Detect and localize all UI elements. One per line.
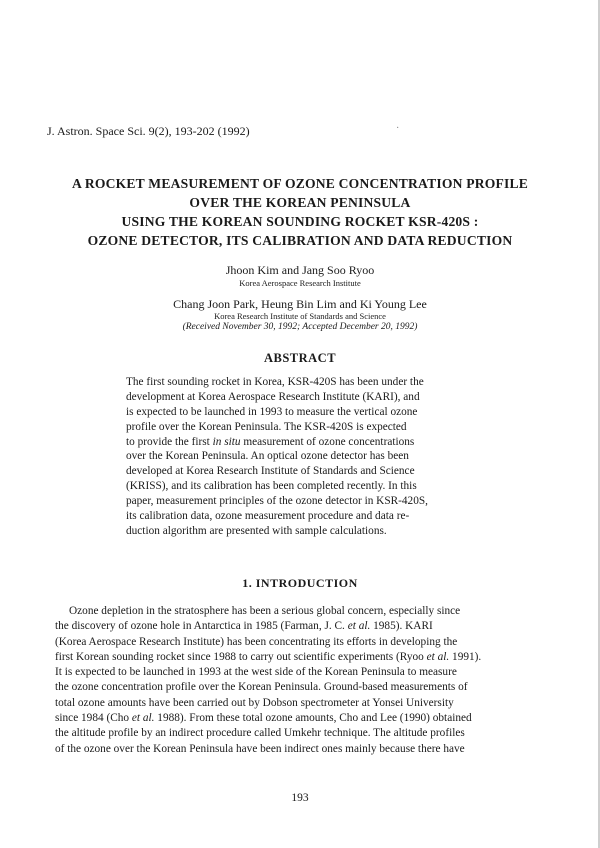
body-line: total ozone amounts have been carried out by Dobson spectrometer at Yonsei University <box>55 696 454 709</box>
abstract-heading: ABSTRACT <box>263 351 337 365</box>
body-line: the ozone concentration profile over the Korean Peninsula. Ground-based measurements of <box>55 681 468 694</box>
abstract-text <box>126 375 471 539</box>
abstract-line: developed at Korea Research Institute of Standards and Science <box>126 465 415 478</box>
body-line: since 1984 (Cho et al. 1988). From these total ozone amounts, Cho and Lee (1990) obtained <box>55 712 472 725</box>
introduction-text <box>55 604 543 757</box>
page-number: 193 <box>291 792 309 804</box>
abstract-line: paper, measurement principles of the ozone detector in KSR-420S, <box>126 495 428 508</box>
body-line: the altitude profile by an indirect procedure called Umkehr technique. The altitude profiles <box>55 727 465 740</box>
abstract-line: over the Korean Peninsula. An optical ozone detector has been <box>126 450 409 463</box>
abstract-line: development at Korea Aerospace Research Institute (KARI), and <box>126 390 420 403</box>
authors-group-1: Jhoon Kim and Jang Soo Ryoo <box>225 263 375 277</box>
abstract-line: its calibration data, ozone measurement procedure and data re- <box>126 510 410 523</box>
abstract-line: The first sounding rocket in Korea, KSR-420S has been under the <box>126 376 424 388</box>
body-line: the discovery of ozone hole in Antarctica in 1985 (Farman, J. C. et al. 1985). KARI <box>55 620 433 633</box>
abstract-line: to provide the first in situ measurement of ozone concentrations <box>126 435 415 448</box>
body-line: Ozone depletion in the stratosphere has been a serious global concern, especially since <box>69 605 461 617</box>
body-line: of the ozone over the Korean Peninsula have been indirect ones mainly because there have <box>55 742 465 755</box>
margin-mark: · <box>396 123 400 134</box>
abstract-line: duction algorithm are presented with sample calculations. <box>126 524 387 537</box>
section-heading: 1. INTRODUCTION <box>242 576 358 590</box>
body-line: It is expected to be launched in 1993 at the west side of the Korean Peninsula to measure <box>55 666 457 679</box>
body-line: first Korean sounding rocket since 1988 to carry out scientific experiments (Ryoo et al. 1991). <box>55 650 482 663</box>
affiliation-2: Korea Research Institute of Standards and Science <box>214 311 386 321</box>
authors-group-2: Chang Joon Park, Heung Bin Lim and Ki Young Lee <box>173 297 427 311</box>
received-dates: (Received November 30, 1992; Accepted December 20, 1992) <box>182 322 418 332</box>
body-line: (Korea Aerospace Research Institute) has been concentrating its efforts in developing the <box>55 635 458 648</box>
journal-reference: J. Astron. Space Sci. 9(2), 193-202 (1992) <box>47 124 250 138</box>
title-line-4: OZONE DETECTOR, ITS CALIBRATION AND DATA REDUCTION <box>87 233 513 248</box>
abstract-line: (KRISS), and its calibration has been completed recently. In this <box>126 480 417 493</box>
abstract-line: profile over the Korean Peninsula. The KSR-420S is expected <box>126 420 407 433</box>
title-line-3: USING THE KOREAN SOUNDING ROCKET KSR-420S : <box>121 214 479 229</box>
title-line-1: A ROCKET MEASUREMENT OF OZONE CONCENTRATION PROFILE <box>71 176 529 191</box>
abstract-line: is expected to be launched in 1993 to measure the vertical ozone <box>126 405 418 418</box>
title-line-2: OVER THE KOREAN PENINSULA <box>189 195 411 210</box>
affiliation-1: Korea Aerospace Research Institute <box>239 278 361 288</box>
